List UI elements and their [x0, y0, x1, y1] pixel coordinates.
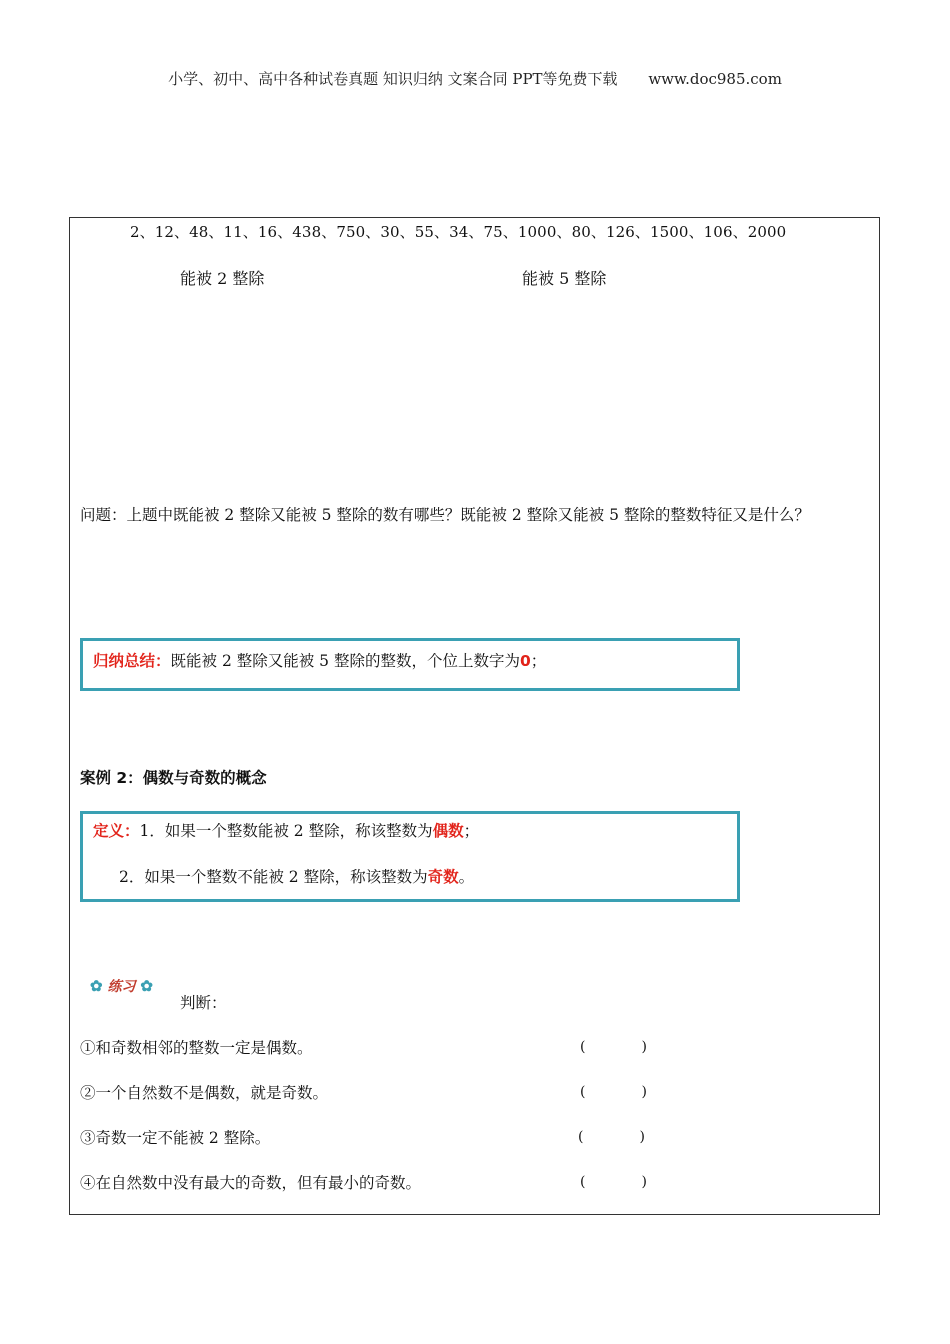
star-icon: ✿ [90, 977, 103, 995]
judge-item-1: ①和奇数相邻的整数一定是偶数。 [80, 1039, 313, 1057]
worksheet-frame [69, 217, 880, 1215]
definition-line1-text: 1．如果一个整数能被 2 整除，称该整数为 [139, 822, 433, 840]
summary-line [93, 649, 546, 671]
question-text: 问题：上题中既能被 2 整除又能被 5 整除的数有哪些？既能被 2 整除又能被 5 整除的整数特征又是什么？ [80, 506, 810, 524]
practice-prompt: 判断： [180, 994, 227, 1012]
summary-text: 既能被 2 整除又能被 5 整除的整数，个位上数字为 [170, 652, 520, 670]
star-icon: ✿ [140, 977, 153, 995]
definition-line1-end: ； [463, 822, 480, 840]
column-label-div5: 能被 5 整除 [522, 269, 607, 288]
summary-value: 0 [519, 652, 531, 670]
numbers-line: 2、12、48、11、16、438、750、30、55、34、75、1000、80、126、1500、106、2000 [130, 223, 787, 241]
definition-line-2 [119, 865, 474, 887]
answer-blank-3[interactable]: ( ) [578, 1129, 645, 1145]
header-site[interactable]: www.doc985.com [648, 70, 782, 88]
judge-item-2: ②一个自然数不是偶数，就是奇数。 [80, 1084, 329, 1102]
definition-line2-end: 。 [458, 868, 475, 886]
practice-badge [90, 976, 153, 996]
page-header [0, 68, 950, 89]
case2-title: 案例 2：偶数与奇数的概念 [80, 769, 267, 787]
summary-box [80, 638, 740, 691]
answer-blank-2[interactable]: ( ) [580, 1084, 647, 1100]
definition-even-term: 偶数 [432, 822, 464, 840]
definition-odd-term: 奇数 [427, 868, 459, 886]
header-text: 小学、初中、高中各种试卷真题 知识归纳 文案合同 PPT等免费下载 [168, 70, 618, 88]
answer-blank-4[interactable]: ( ) [580, 1174, 647, 1190]
column-label-div2: 能被 2 整除 [180, 269, 265, 288]
answer-blank-1[interactable]: ( ) [580, 1039, 647, 1055]
judge-item-4: ④在自然数中没有最大的奇数，但有最小的奇数。 [80, 1174, 422, 1192]
definition-label: 定义： [93, 822, 140, 840]
summary-end: ； [530, 652, 547, 670]
practice-badge-text: 练习 [107, 979, 136, 995]
judge-item-3: ③奇数一定不能被 2 整除。 [80, 1129, 271, 1147]
definition-line-1 [93, 819, 479, 841]
definition-line2-text: 2．如果一个整数不能被 2 整除，称该整数为 [119, 868, 428, 886]
definition-box [80, 811, 740, 902]
summary-label: 归纳总结： [93, 652, 171, 670]
